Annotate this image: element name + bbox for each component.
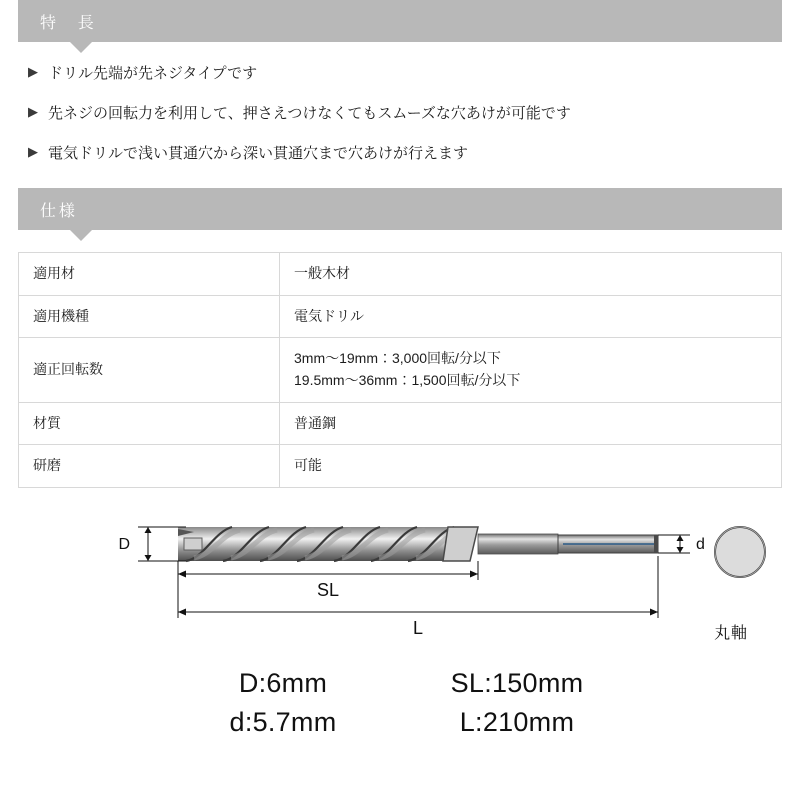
dimension-values <box>18 664 782 742</box>
round-shank-cross-section <box>715 527 765 577</box>
spec-table-wrapper <box>18 230 782 488</box>
dimension-L-label: L <box>412 618 424 639</box>
features-section-title: 特 長 <box>40 14 97 32</box>
spec-key: 適用機種 <box>19 295 280 338</box>
spec-value-line: 19.5mm〜36mm：1,500回転/分以下 <box>294 372 521 389</box>
spec-key: 適正回転数 <box>19 338 280 402</box>
spec-value-line: 一般木材 <box>294 265 350 281</box>
dimension-d-label: d <box>696 536 705 554</box>
drill-dimension-diagram <box>18 508 782 658</box>
dimension-value-L: L:210mm <box>459 707 575 738</box>
spec-value <box>280 445 782 488</box>
spec-value <box>280 402 782 445</box>
bullet-arrow-icon: ▶ <box>28 104 38 119</box>
table-row <box>19 253 782 296</box>
spec-section-header <box>18 188 782 230</box>
dimension-SL <box>178 561 478 580</box>
spec-key: 材質 <box>19 402 280 445</box>
spec-value <box>280 295 782 338</box>
table-row <box>19 402 782 445</box>
round-shank-label: 丸軸 <box>714 625 748 643</box>
table-row <box>19 295 782 338</box>
spec-value-line: 普通鋼 <box>294 414 336 431</box>
auger-body <box>178 527 478 561</box>
list-item <box>28 142 776 163</box>
spec-section-title: 仕様 <box>40 202 78 220</box>
feature-text: 先ネジの回転力を利用して、押さえつけなくてもスムーズな穴あけが可能です <box>48 105 571 122</box>
spec-value-line: 電気ドリル <box>294 307 364 324</box>
header-tail-arrow <box>70 42 92 53</box>
feature-text: 電気ドリルで浅い貫通穴から深い貫通穴まで穴あけが行えます <box>48 145 469 162</box>
list-item <box>28 102 776 123</box>
spec-table <box>18 252 782 488</box>
dimension-d <box>658 535 690 553</box>
dimension-value-D: D:6mm <box>238 668 328 699</box>
features-list <box>18 42 782 188</box>
drill-diagram-svg <box>18 508 782 658</box>
dimension-value-d: d:5.7mm <box>229 707 337 738</box>
spec-value <box>280 338 782 402</box>
shank <box>478 534 658 554</box>
spec-value-line: 3mm〜19mm：3,000回転/分以下 <box>294 350 501 367</box>
dimension-value-SL: SL:150mm <box>450 668 584 699</box>
table-row <box>19 445 782 488</box>
dimension-values-row-2 <box>18 703 782 742</box>
dimension-values-row-1 <box>18 664 782 703</box>
spec-value <box>280 253 782 296</box>
spec-key: 適用材 <box>19 253 280 296</box>
features-section-header <box>18 0 782 42</box>
spec-value-line: 可能 <box>294 457 322 474</box>
header-tail-arrow <box>70 230 92 241</box>
dimension-SL-label: SL <box>316 580 340 601</box>
dimension-D-label: D <box>118 536 130 554</box>
spec-key: 研磨 <box>19 445 280 488</box>
table-row <box>19 338 782 402</box>
bullet-arrow-icon: ▶ <box>28 144 38 159</box>
list-item <box>28 62 776 83</box>
feature-text: ドリル先端が先ネジタイプです <box>48 65 258 82</box>
dimension-L <box>178 556 658 618</box>
bullet-arrow-icon: ▶ <box>28 64 38 79</box>
